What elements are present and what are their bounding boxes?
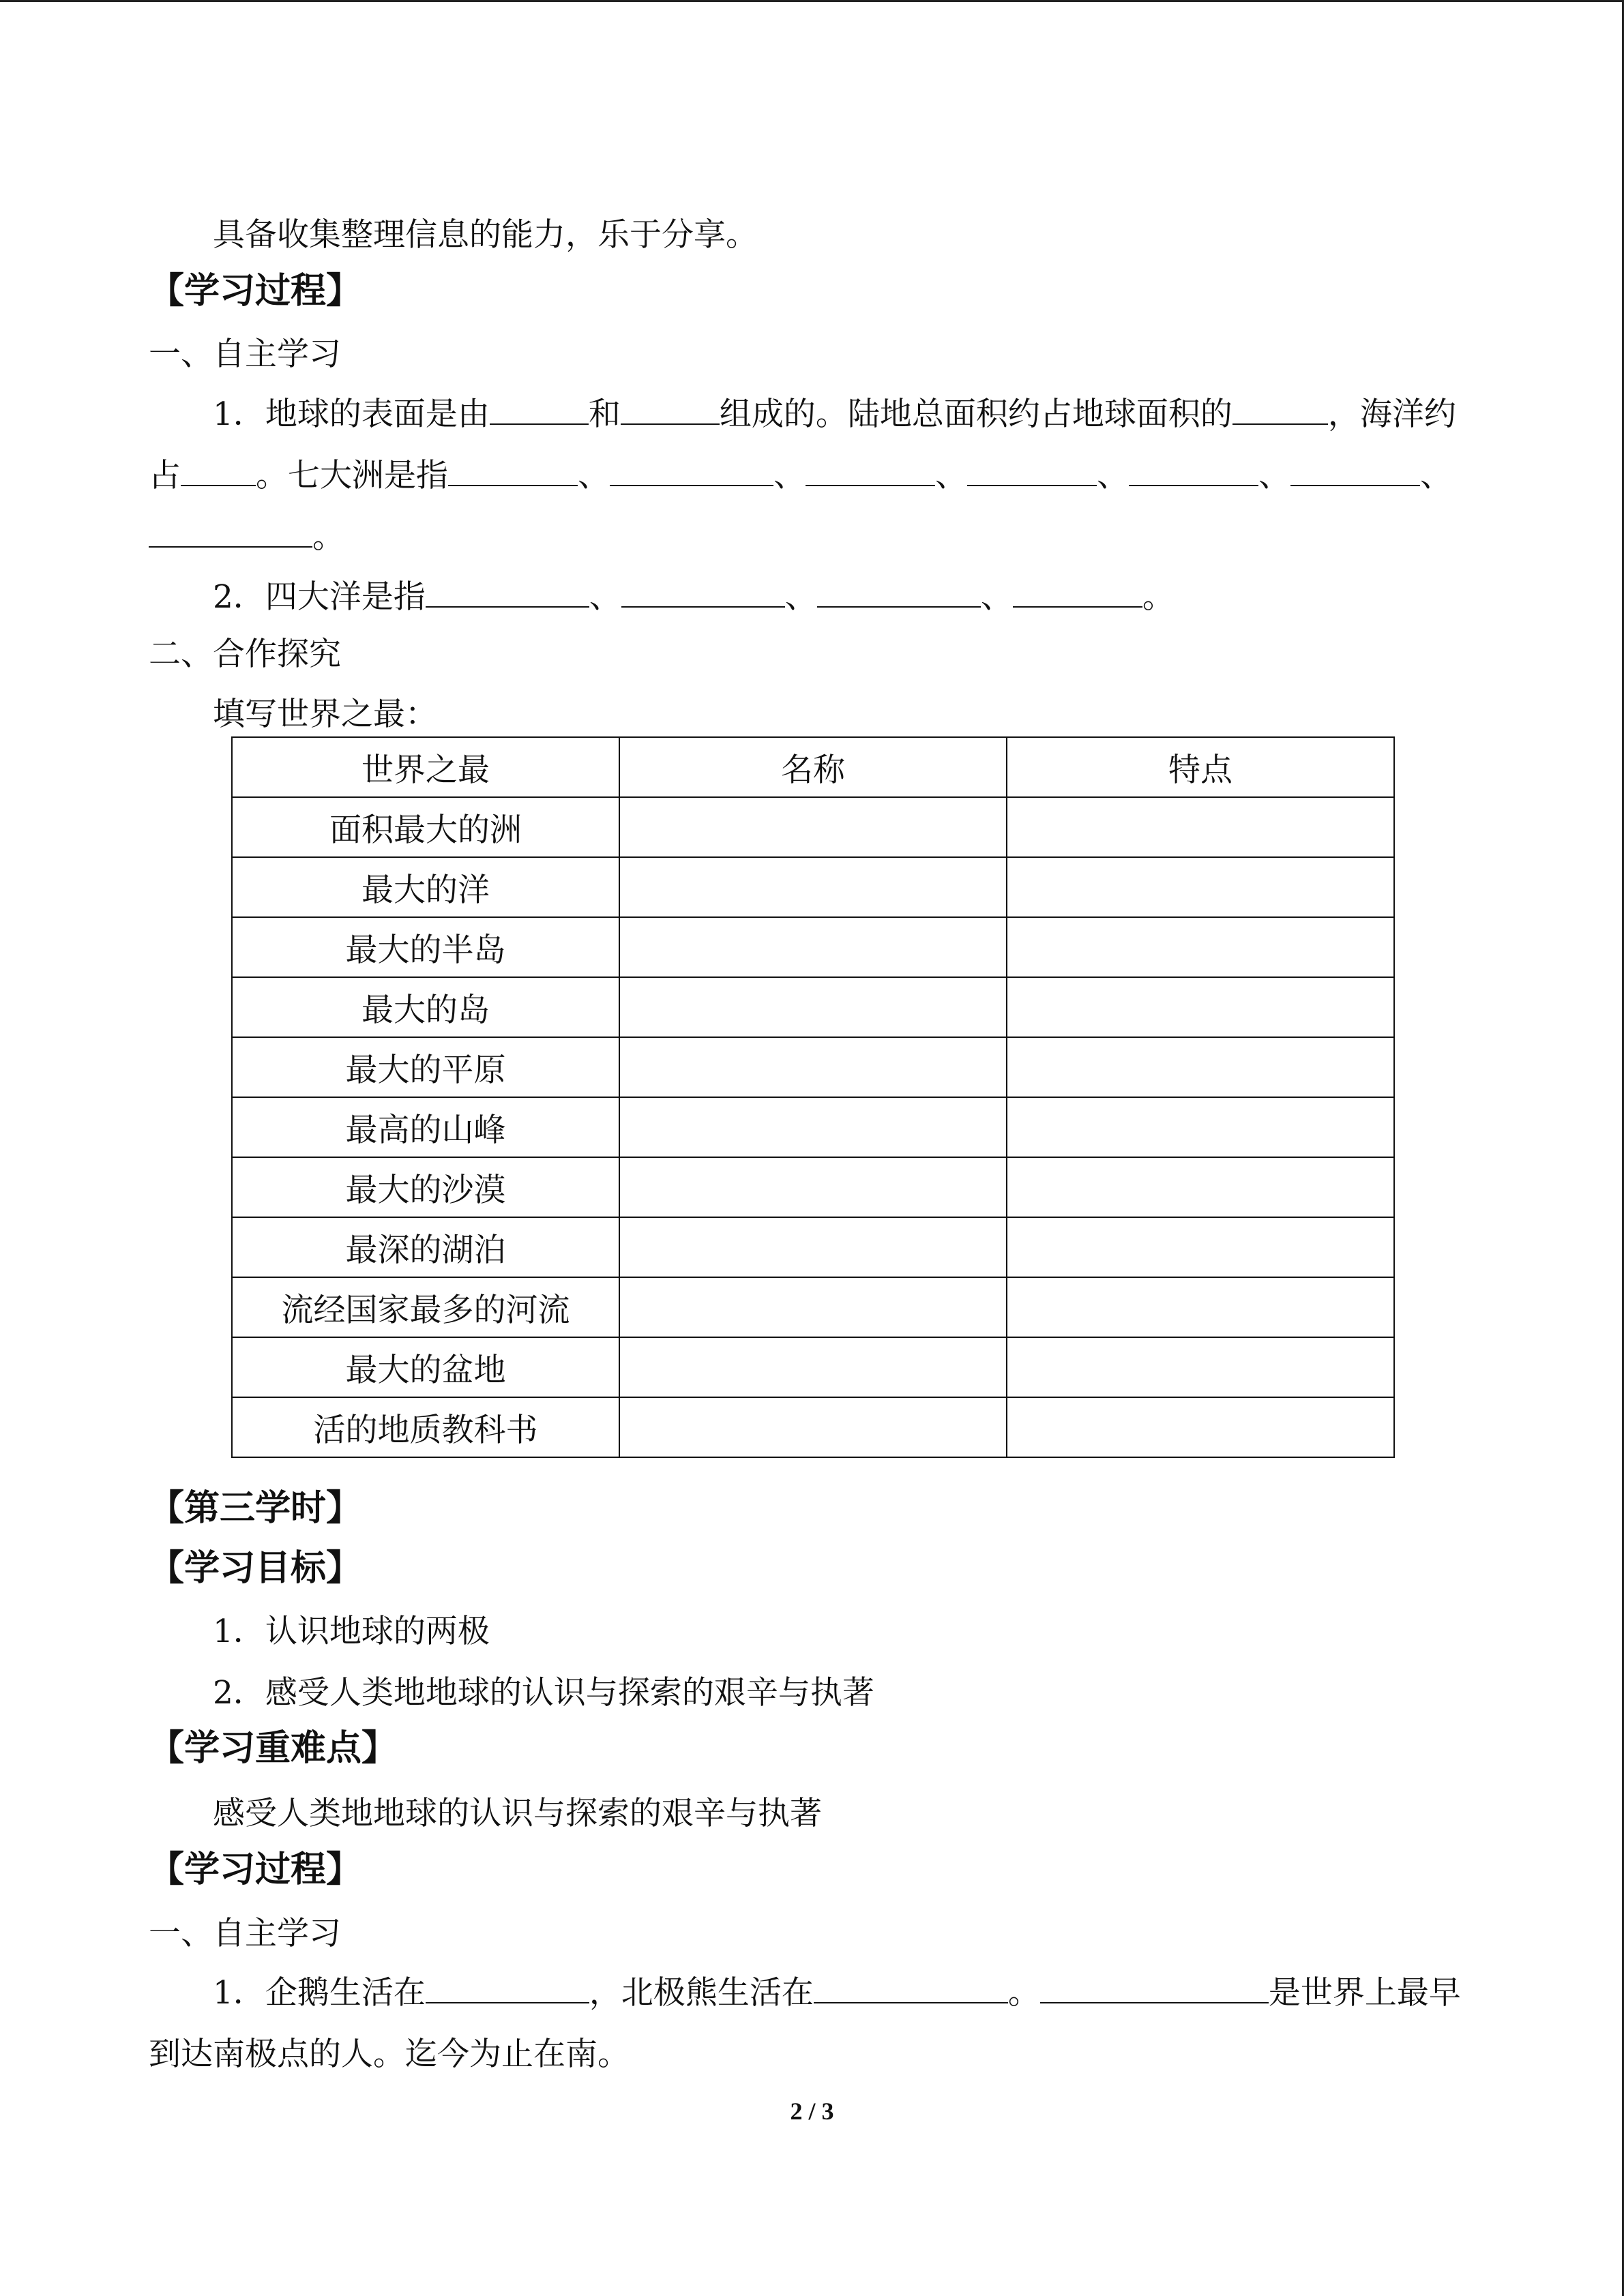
feature-cell[interactable]	[1007, 1037, 1394, 1097]
answer-blank[interactable]	[1013, 578, 1142, 608]
feature-cell[interactable]	[1007, 1277, 1394, 1337]
name-cell[interactable]	[619, 1337, 1007, 1397]
table-header-row	[232, 737, 1394, 797]
answer-blank[interactable]	[149, 518, 312, 548]
heading-process-2: 【学习过程】	[149, 1849, 362, 1890]
question-3-line-2: 到达南极点的人。迄今为止在南。	[149, 2036, 630, 2073]
name-cell[interactable]	[619, 857, 1007, 917]
feature-cell[interactable]	[1007, 1097, 1394, 1157]
table-row	[232, 1157, 1394, 1217]
column-header: 世界之最	[232, 737, 619, 797]
feature-cell[interactable]	[1007, 797, 1394, 857]
top-border	[0, 0, 1624, 2]
record-label: 最深的湖泊	[232, 1217, 619, 1277]
answer-blank[interactable]	[817, 578, 981, 608]
name-cell[interactable]	[619, 1277, 1007, 1337]
record-label: 最大的岛	[232, 977, 619, 1037]
answer-blank[interactable]	[621, 395, 720, 425]
answer-blank[interactable]	[1040, 1973, 1269, 2003]
objective-2: 2．感受人类地地球的认识与探索的艰辛与执著	[213, 1674, 874, 1712]
feature-cell[interactable]	[1007, 1217, 1394, 1277]
answer-blank[interactable]	[806, 456, 935, 486]
world-records-table	[231, 736, 1395, 1458]
feature-cell[interactable]	[1007, 1157, 1394, 1217]
answer-blank[interactable]	[967, 456, 1097, 486]
objective-1: 1．认识地球的两极	[213, 1613, 490, 1650]
answer-blank[interactable]	[181, 456, 256, 486]
answer-blank[interactable]	[1290, 456, 1420, 486]
record-label: 最大的平原	[232, 1037, 619, 1097]
column-header: 特点	[1007, 737, 1394, 797]
answer-blank[interactable]	[448, 456, 578, 486]
name-cell[interactable]	[619, 1097, 1007, 1157]
name-cell[interactable]	[619, 1217, 1007, 1277]
name-cell[interactable]	[619, 797, 1007, 857]
record-label: 最大的沙漠	[232, 1157, 619, 1217]
table-row	[232, 977, 1394, 1037]
table-row	[232, 1037, 1394, 1097]
page-number: 2 / 3	[790, 2098, 834, 2125]
heading-third-period: 【第三学时】	[149, 1488, 362, 1529]
subheading-cooperation: 二、合作探究	[149, 636, 341, 673]
column-header: 名称	[619, 737, 1007, 797]
table-row	[232, 917, 1394, 977]
name-cell[interactable]	[619, 977, 1007, 1037]
question-1-line-1: 1．地球的表面是由 和 组成的。陆地总面积约占地球面积的 ，海洋约	[213, 396, 1456, 433]
feature-cell[interactable]	[1007, 857, 1394, 917]
record-label: 面积最大的洲	[232, 797, 619, 857]
table-row	[232, 1097, 1394, 1157]
record-label: 最大的半岛	[232, 917, 619, 977]
answer-blank[interactable]	[621, 578, 785, 608]
question-1-line-3: 。	[149, 517, 344, 558]
record-label: 最大的洋	[232, 857, 619, 917]
subheading-self-study-2: 一、自主学习	[149, 1915, 341, 1952]
key-point-text: 感受人类地地球的认识与探索的艰辛与执著	[213, 1795, 822, 1832]
heading-key-points: 【学习重难点】	[149, 1728, 398, 1769]
answer-blank[interactable]	[426, 578, 589, 608]
table-row	[232, 1277, 1394, 1337]
record-label: 最大的盆地	[232, 1337, 619, 1397]
answer-blank[interactable]	[1232, 395, 1328, 425]
intro-text: 具备收集整理信息的能力，乐于分享。	[213, 216, 758, 254]
name-cell[interactable]	[619, 917, 1007, 977]
answer-blank[interactable]	[1129, 456, 1258, 486]
question-1-line-2: 占 。七大洲是指 、 、 、 、 、 、	[149, 457, 1452, 494]
feature-cell[interactable]	[1007, 1337, 1394, 1397]
heading-objectives: 【学习目标】	[149, 1548, 362, 1589]
table-row	[232, 1217, 1394, 1277]
feature-cell[interactable]	[1007, 977, 1394, 1037]
answer-blank[interactable]	[490, 395, 589, 425]
table-row	[232, 1337, 1394, 1397]
table-row	[232, 797, 1394, 857]
record-label: 最高的山峰	[232, 1097, 619, 1157]
feature-cell[interactable]	[1007, 917, 1394, 977]
name-cell[interactable]	[619, 1157, 1007, 1217]
question-3-line-1: 1．企鹅生活在 ，北极熊生活在 。 是世界上最早	[213, 1974, 1461, 2012]
answer-blank[interactable]	[814, 1973, 1008, 2003]
question-2: 2．四大洋是指 、 、 、 。	[213, 578, 1175, 616]
subheading-self-study: 一、自主学习	[149, 336, 341, 373]
table-row	[232, 857, 1394, 917]
feature-cell[interactable]	[1007, 1397, 1394, 1457]
fill-instruction: 填写世界之最：	[213, 696, 437, 733]
answer-blank[interactable]	[426, 1973, 589, 2003]
record-label: 流经国家最多的河流	[232, 1277, 619, 1337]
answer-blank[interactable]	[610, 456, 773, 486]
heading-process: 【学习过程】	[149, 271, 362, 312]
table-row	[232, 1397, 1394, 1457]
record-label: 活的地质教科书	[232, 1397, 619, 1457]
name-cell[interactable]	[619, 1397, 1007, 1457]
name-cell[interactable]	[619, 1037, 1007, 1097]
